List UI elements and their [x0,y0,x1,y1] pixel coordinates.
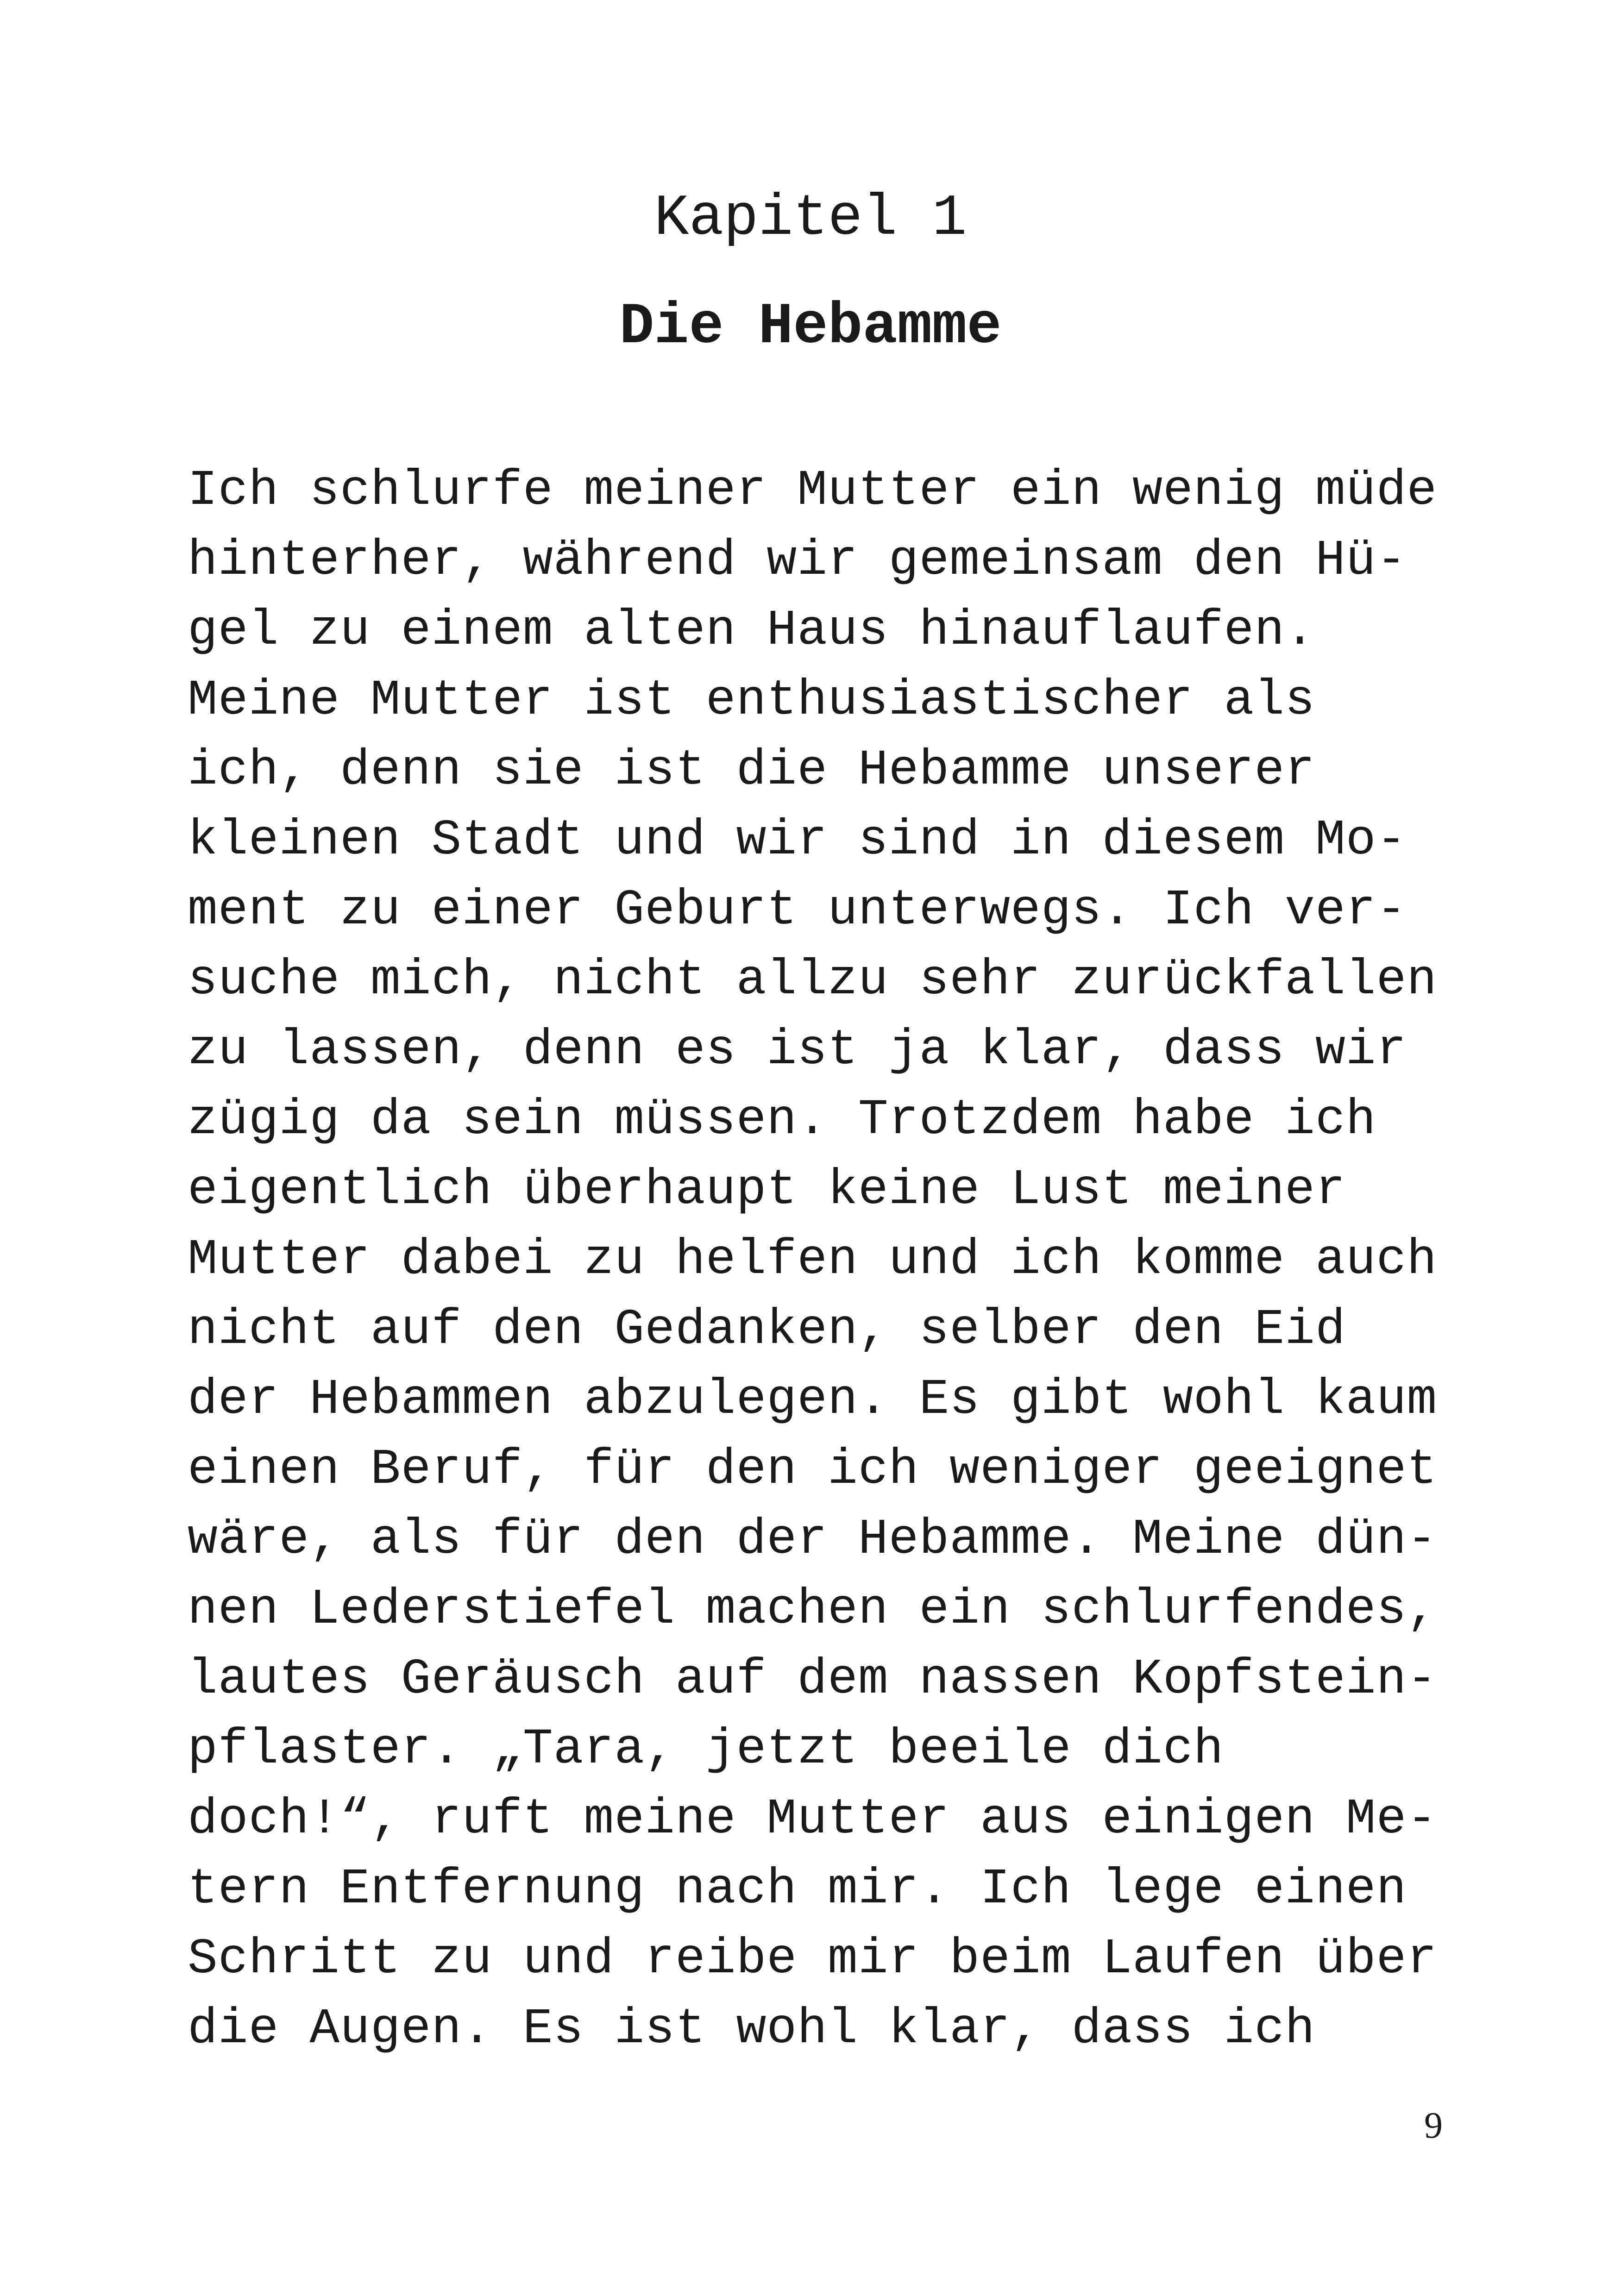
text-line: suche mich, nicht allzu sehr zurückfallen [188,952,1438,1009]
text-line: eigentlich überhaupt keine Lust meiner [188,1162,1346,1218]
text-line: zu lassen, denn es ist ja klar, dass wir [188,1022,1407,1079]
chapter-title: Die Hebamme [619,294,1002,360]
chapter-label: Kapitel 1 [654,186,967,251]
text-line: gel zu einem alten Haus hinauflaufen. [188,602,1315,659]
text-line: der Hebammen abzulegen. Es gibt wohl kaum [188,1372,1438,1428]
text-line: Ich schlurfe meiner Mutter ein wenig müde [188,463,1438,519]
body-text [188,456,1466,2064]
text-line: nen Lederstiefel machen ein schlurfendes, [188,1581,1438,1638]
text-line: Meine Mutter ist enthusiastischer als [188,672,1315,729]
text-line: nicht auf den Gedanken, selber den Eid [188,1302,1346,1358]
text-line: pflaster. „Tara, jetzt beeile dich [188,1721,1224,1778]
text-line: hinterher, während wir gemeinsam den Hü- [188,533,1407,589]
text-line: einen Beruf, für den ich weniger geeignet [188,1442,1438,1498]
text-line: tern Entfernung nach mir. Ich lege einen [188,1861,1407,1918]
text-line: ich, denn sie ist die Hebamme unserer [188,742,1315,799]
text-line: lautes Geräusch auf dem nassen Kopfstein- [188,1651,1438,1708]
text-line: die Augen. Es ist wohl klar, dass ich [188,2001,1315,2058]
text-line: zügig da sein müssen. Trotzdem habe ich [188,1092,1376,1148]
text-line: Schritt zu und reibe mir beim Laufen über [188,1931,1438,1988]
text-line: wäre, als für den der Hebamme. Meine dün- [188,1512,1438,1568]
text-line: kleinen Stadt und wir sind in diesem Mo- [188,812,1407,869]
text-line: ment zu einer Geburt unterwegs. Ich ver- [188,882,1407,939]
page-number: 9 [1424,2105,1443,2146]
text-line: Mutter dabei zu helfen und ich komme auch [188,1232,1438,1288]
text-line: doch!“, ruft meine Mutter aus einigen Me- [188,1791,1438,1848]
